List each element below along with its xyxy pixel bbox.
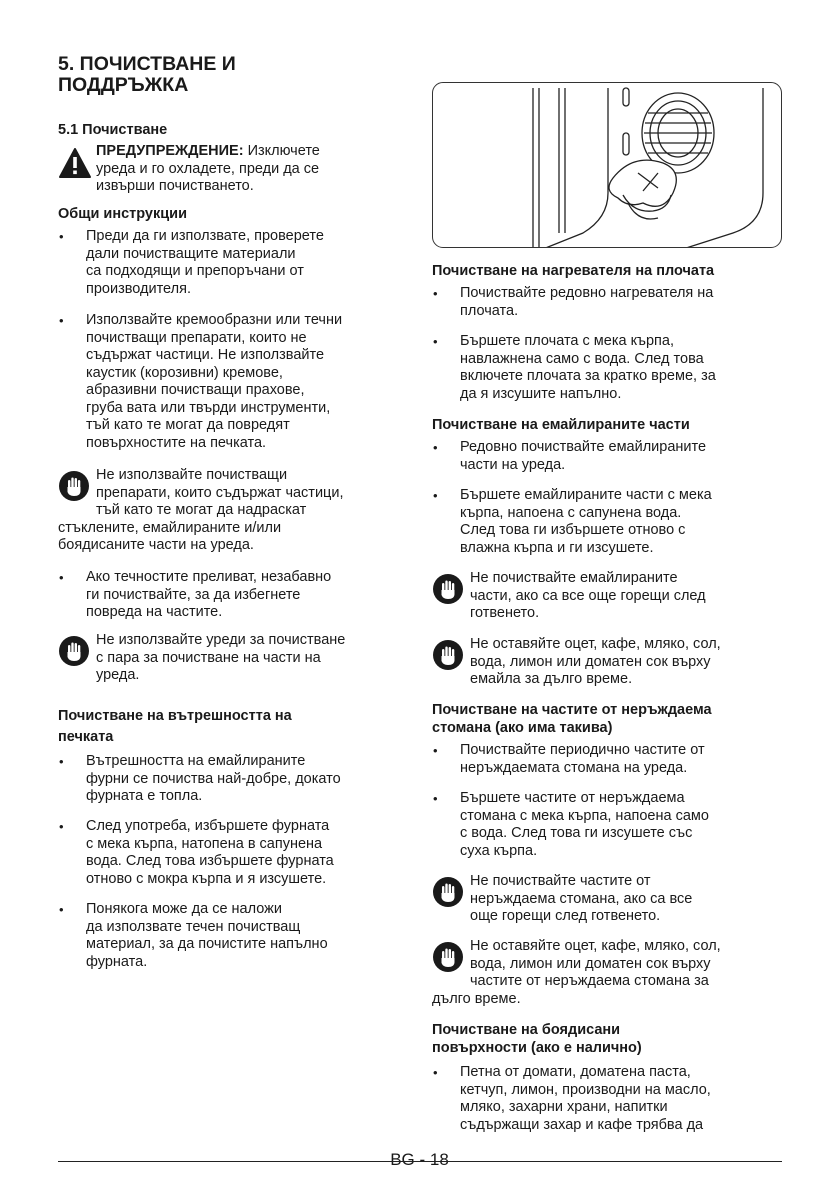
overflow-bullet bbox=[58, 569, 410, 622]
line: тъй като те могат да повредят bbox=[86, 417, 290, 433]
line: дали почистващите материали bbox=[86, 245, 296, 262]
line: • Ако течностите преливат, незабавно bbox=[86, 569, 332, 585]
line: материал, за да почистите напълно bbox=[86, 936, 328, 952]
line: повърхности (ако е налично) bbox=[432, 1040, 642, 1056]
line: фурни се почиства най-добре, докато bbox=[86, 770, 341, 787]
line: са подходящи и препоръчани от bbox=[86, 263, 304, 279]
line: уреда. bbox=[96, 667, 140, 683]
section-title bbox=[58, 54, 398, 96]
line: стъклените, емайлираните и/или bbox=[58, 519, 282, 536]
line: вода. След това избършете фурната bbox=[86, 853, 334, 869]
line: почистващи препарати, които не bbox=[86, 329, 307, 346]
line: • Почиствайте периодично частите от bbox=[460, 742, 705, 758]
line: Не използвайте почистващи bbox=[96, 467, 288, 483]
line: мляко, захарни храни, напитки bbox=[460, 1099, 668, 1115]
line: съдържащи захар и кафе трябва да bbox=[460, 1116, 704, 1133]
line: вода, лимон или доматен сок върху bbox=[470, 955, 711, 972]
note-particles bbox=[58, 467, 410, 555]
line: каустик (корозивни) кремове, bbox=[86, 364, 283, 381]
line: абразивни почистващи прахове, bbox=[86, 382, 305, 398]
line: • Петна от домати, доматена паста, bbox=[460, 1064, 691, 1080]
line: вода, лимон или доматен сок върху bbox=[470, 653, 711, 670]
hand-stop-icon bbox=[58, 635, 90, 673]
cleaning-subtitle: 5.1 Почистване bbox=[58, 122, 168, 138]
general-bullet-1 bbox=[58, 228, 410, 298]
line: съдържат частици. Не използвайте bbox=[86, 347, 325, 363]
line: • Понякога може да се наложи bbox=[86, 901, 282, 917]
note-steel-acids bbox=[432, 938, 784, 1008]
line: навлажнена само с вода. След това bbox=[460, 350, 704, 367]
note-enamel-hot bbox=[432, 570, 784, 623]
hand-stop-icon bbox=[432, 573, 464, 611]
line: с мека кърпа, натопена в сапунена bbox=[86, 835, 323, 852]
line: • Преди да ги използвате, проверете bbox=[86, 228, 324, 244]
line: След това ги избършете отново с bbox=[460, 522, 686, 538]
general-bullet-2 bbox=[58, 312, 410, 452]
line: кърпа, напоена с сапунена вода. bbox=[460, 504, 682, 521]
line: стомана с мека кърпа, напоена само bbox=[460, 807, 709, 824]
line: • Бършете емайлираните части с мека bbox=[460, 487, 712, 503]
line: • Бършете плочата с мека кърпа, bbox=[460, 333, 675, 349]
hand-stop-icon bbox=[58, 470, 90, 508]
warning-triangle-icon bbox=[58, 147, 92, 184]
warning-box bbox=[58, 143, 398, 196]
line: • Бършете частите от неръждаема bbox=[460, 790, 685, 806]
interior-bullet-2 bbox=[58, 818, 410, 888]
hob-bullet-2 bbox=[432, 333, 784, 403]
hand-stop-icon bbox=[432, 941, 464, 979]
line: • Вътрешността на емайлираните bbox=[86, 753, 306, 769]
painted-bullet bbox=[432, 1064, 784, 1134]
footer-divider bbox=[58, 1161, 782, 1162]
line: боядисаните части на уреда. bbox=[58, 537, 254, 553]
line: частите от неръждаема стомана за bbox=[470, 973, 709, 989]
note-enamel-acids bbox=[432, 636, 784, 689]
line: Не почиствайте частите от bbox=[470, 873, 651, 889]
line: влажна кърпа и ги изсушете. bbox=[460, 539, 654, 556]
line: препарати, които съдържат частици, bbox=[96, 484, 344, 501]
line: печката bbox=[58, 729, 114, 745]
line: суха кърпа. bbox=[460, 842, 538, 859]
steel-bullet-2 bbox=[432, 790, 784, 860]
line: стомана (ако има такива) bbox=[432, 720, 613, 736]
line: Не оставяйте оцет, кафе, мляко, сол, bbox=[470, 636, 721, 652]
hob-bullet-1 bbox=[432, 285, 784, 320]
painted-title bbox=[432, 1021, 784, 1057]
warning-text-2: уреда и го охладете, преди да се bbox=[96, 160, 320, 177]
line: неръждаема стомана, ако са все bbox=[470, 890, 693, 907]
line: • Почиствайте редовно нагревателя на bbox=[460, 285, 714, 301]
line: да използвате течен почистващ bbox=[86, 918, 301, 935]
note-steam bbox=[58, 632, 410, 685]
line: повреда на частите. bbox=[86, 604, 223, 620]
line: Почистване на частите от неръждаема bbox=[432, 702, 712, 718]
line: тъй като те могат да надраскат bbox=[96, 502, 307, 518]
warning-text-3: извърши почистването. bbox=[96, 178, 254, 194]
warning-label: ПРЕДУПРЕЖДЕНИЕ: bbox=[96, 143, 244, 159]
page-number: BG - 18 bbox=[390, 1150, 449, 1169]
section-title-line2: ПОДДРЪЖКА bbox=[58, 74, 189, 96]
enamel-title: Почистване на емайлираните части bbox=[432, 417, 690, 433]
oven-illustration-drawing bbox=[433, 83, 782, 248]
steel-bullet-1 bbox=[432, 742, 784, 777]
line: • Използвайте кремообразни или течни bbox=[86, 312, 343, 328]
interior-bullet-1 bbox=[58, 753, 410, 806]
line: ги почиствайте, за да избегнете bbox=[86, 586, 301, 603]
line: • След употреба, избършете фурната bbox=[86, 818, 330, 834]
line: неръждаемата стомана на уреда. bbox=[460, 759, 688, 776]
line: с вода. След това ги изсушете със bbox=[460, 825, 693, 841]
hand-stop-icon bbox=[432, 639, 464, 677]
line: повърхностите на печката. bbox=[86, 434, 267, 451]
line: Почистване на боядисани bbox=[432, 1022, 621, 1038]
enamel-bullet-1 bbox=[432, 439, 784, 474]
line: части на уреда. bbox=[460, 456, 566, 473]
line: с пара за почистване на части на bbox=[96, 649, 321, 666]
line: дълго време. bbox=[432, 990, 521, 1007]
line: плочата. bbox=[460, 302, 519, 319]
line: • Редовно почиствайте емайлираните bbox=[460, 439, 707, 455]
steel-title bbox=[432, 701, 784, 737]
oven-cleaning-illustration bbox=[432, 82, 782, 248]
line: фурната е топла. bbox=[86, 788, 203, 804]
line: Не оставяйте оцет, кафе, мляко, сол, bbox=[470, 938, 721, 954]
note-steel-hot bbox=[432, 873, 784, 926]
line: готвенето. bbox=[470, 605, 540, 621]
line: отново с мокра кърпа и я изсушете. bbox=[86, 870, 327, 887]
line: още горещи след готвенето. bbox=[470, 908, 661, 924]
line: Не почиствайте емайлираните bbox=[470, 570, 678, 586]
line: производителя. bbox=[86, 280, 191, 297]
warning-text-1: Изключете bbox=[243, 143, 320, 159]
line: груба вата или твърди инструменти, bbox=[86, 399, 331, 416]
interior-bullet-3 bbox=[58, 901, 410, 971]
hand-stop-icon bbox=[432, 876, 464, 914]
general-title: Общи инструкции bbox=[58, 206, 187, 222]
line: фурната. bbox=[86, 953, 148, 970]
line: емайла за дълго време. bbox=[470, 671, 633, 687]
line: Не използвайте уреди за почистване bbox=[96, 632, 346, 648]
line: да я изсушите напълно. bbox=[460, 385, 622, 402]
line: Почистване на вътрешността на bbox=[58, 708, 292, 724]
line: включете плочата за кратко време, за bbox=[460, 368, 716, 384]
line: части, ако са все още горещи след bbox=[470, 587, 706, 604]
line: кетчуп, лимон, производни на масло, bbox=[460, 1081, 711, 1098]
section-title-line1: 5. ПОЧИСТВАНЕ И bbox=[58, 53, 236, 75]
interior-title bbox=[58, 706, 410, 748]
enamel-bullet-2 bbox=[432, 487, 784, 557]
hob-title: Почистване на нагревателя на плочата bbox=[432, 263, 715, 279]
